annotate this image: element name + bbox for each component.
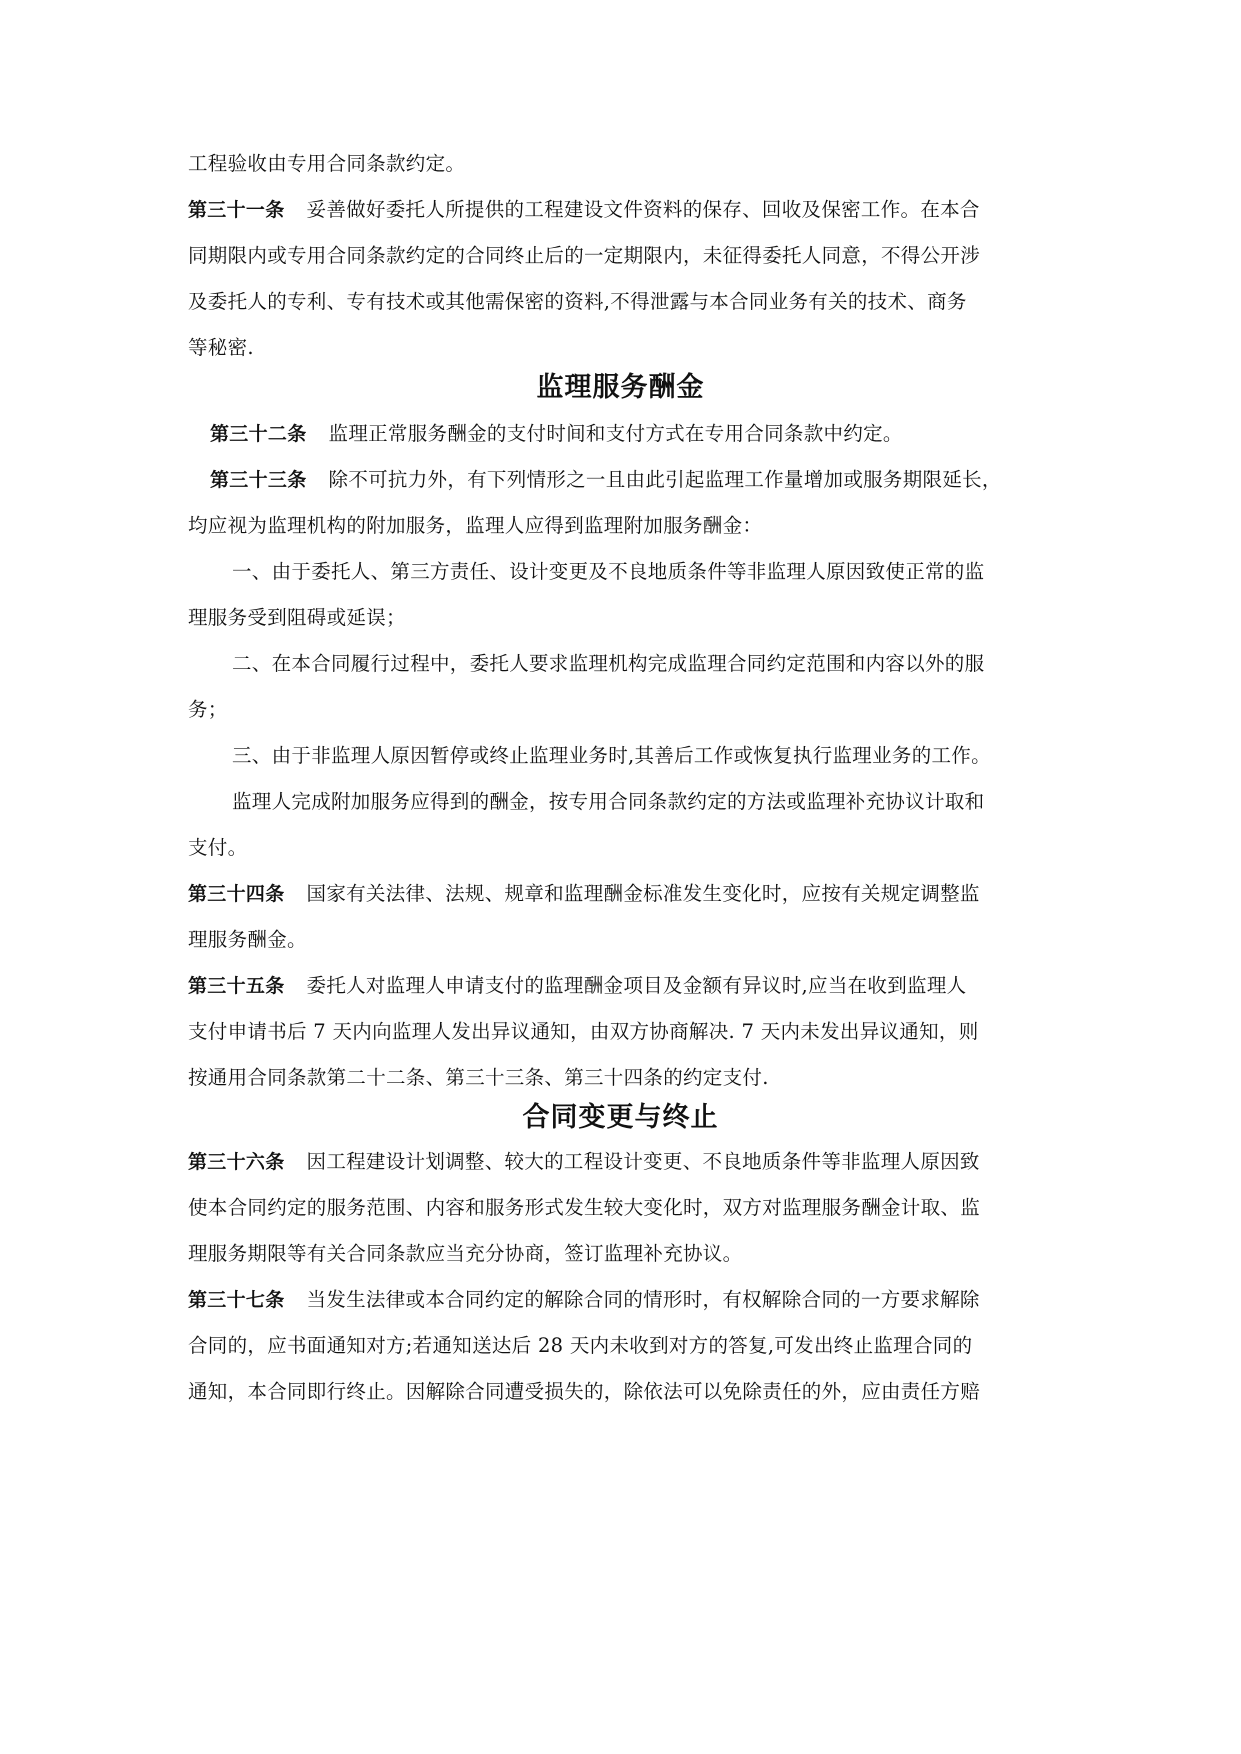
- article-37-line: 第三十七条 当发生法律或本合同约定的解除合同的情形时，有权解除合同的一方要求解除: [188, 1288, 980, 1311]
- paragraph-line: 按通用合同条款第二十二条、第三十三条、第三十四条的约定支付.: [188, 1066, 769, 1089]
- article-34-line: 第三十四条 国家有关法律、法规、规章和监理酬金标准发生变化时，应按有关规定调整监: [188, 882, 980, 905]
- paragraph-line: 工程验收由专用合同条款约定。: [188, 152, 466, 175]
- paragraph-line: 支付。: [188, 836, 248, 859]
- paragraph-line: 及委托人的专利、专有技术或其他需保密的资料,不得泄露与本合同业务有关的技术、商务: [188, 290, 967, 313]
- article-32-line: 第三十二条 监理正常服务酬金的支付时间和支付方式在专用合同条款中约定。: [210, 422, 903, 445]
- list-item: 一、由于委托人、第三方责任、设计变更及不良地质条件等非监理人原因致使正常的监: [232, 560, 985, 583]
- section-heading-change-termination: 合同变更与终止: [522, 1102, 719, 1133]
- article-number: 第三十二条: [210, 423, 307, 445]
- article-33-line: 第三十三条 除不可抗力外，有下列情形之一且由此引起监理工作量增加或服务期限延长，: [210, 468, 1002, 491]
- paragraph-line: 等秘密.: [188, 336, 254, 359]
- article-number: 第三十七条: [188, 1289, 285, 1311]
- paragraph-line: 合同的，应书面通知对方;若通知送达后 28 天内未收到对方的答复,可发出终止监理合同的: [188, 1334, 973, 1357]
- article-31-line: 第三十一条 妥善做好委托人所提供的工程建设文件资料的保存、回收及保密工作。在本合: [188, 198, 980, 221]
- paragraph-line: 通知，本合同即行终止。因解除合同遭受损失的，除依法可以免除责任的外，应由责任方赔: [188, 1380, 981, 1403]
- paragraph-line: 支付申请书后 7 天内向监理人发出异议通知，由双方协商解决. 7 天内未发出异议通知，则: [188, 1020, 979, 1043]
- paragraph-line: 均应视为监理机构的附加服务，监理人应得到监理附加服务酬金：: [188, 514, 763, 537]
- article-number: 第三十三条: [210, 469, 307, 491]
- paragraph-line: 同期限内或专用合同条款约定的合同终止后的一定期限内，未征得委托人同意，不得公开涉: [188, 244, 981, 267]
- article-number: 第三十五条: [188, 975, 285, 997]
- paragraph-line: 理服务期限等有关合同条款应当充分协商，签订监理补充协议。: [188, 1242, 743, 1265]
- article-35-line: 第三十五条 委托人对监理人申请支付的监理酬金项目及金额有异议时,应当在收到监理人: [188, 974, 967, 997]
- article-number: 第三十四条: [188, 883, 285, 905]
- article-number: 第三十一条: [188, 199, 285, 221]
- paragraph-line: 务；: [188, 698, 228, 721]
- list-item: 三、由于非监理人原因暂停或终止监理业务时,其善后工作或恢复执行监理业务的工作。: [232, 744, 991, 767]
- paragraph-line: 理服务酬金。: [188, 928, 307, 951]
- paragraph-line: 使本合同约定的服务范围、内容和服务形式发生较大变化时，双方对监理服务酬金计取、监: [188, 1196, 981, 1219]
- list-item: 二、在本合同履行过程中，委托人要求监理机构完成监理合同约定范围和内容以外的服: [232, 652, 985, 675]
- paragraph-line: 理服务受到阻碍或延误；: [188, 606, 406, 629]
- article-36-line: 第三十六条 因工程建设计划调整、较大的工程设计变更、不良地质条件等非监理人原因致: [188, 1150, 980, 1173]
- article-number: 第三十六条: [188, 1151, 285, 1173]
- paragraph-line: 监理人完成附加服务应得到的酬金，按专用合同条款约定的方法或监理补充协议计取和: [232, 790, 985, 813]
- section-heading-remuneration: 监理服务酬金: [536, 372, 705, 403]
